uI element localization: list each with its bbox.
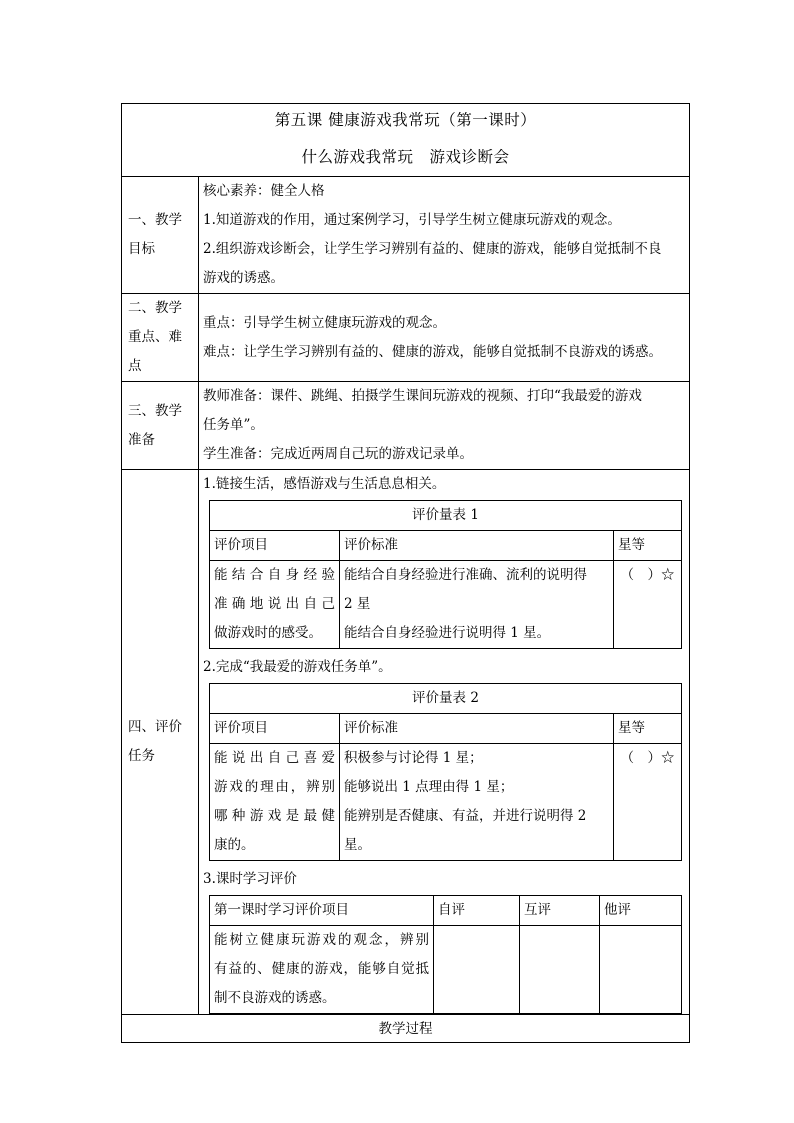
- rubric-table-1: [209, 500, 682, 649]
- rubric-1-criteria: 能结合自身经验进行准确、流利的说明得 2 星 能结合自身经验进行说明得 1 星。: [340, 561, 614, 649]
- goals-content: [199, 177, 690, 294]
- task-2: 2.完成“我最爱的游戏任务单”。: [203, 659, 392, 675]
- prep-label: 三、教学 准备: [122, 382, 199, 470]
- lesson-eval-peer-cell[interactable]: [520, 926, 600, 1014]
- rubric-2-header-item: 评价项目: [210, 714, 340, 744]
- rubric-1-stars: （ ）☆: [614, 561, 682, 649]
- key-label: 二、教学 重点、难 点: [122, 294, 199, 382]
- goal-2-cont: 游戏的诱惑。: [203, 270, 284, 286]
- lesson-eval-header-other: 他评: [600, 896, 682, 926]
- task-1: 1.链接生活，感悟游戏与生活息息相关。: [203, 476, 446, 492]
- eval-label: 四、评价 任务: [122, 470, 199, 1015]
- rubric-1-item: 能结合自身经验 准确地说出自己 做游戏时的感受。: [210, 561, 340, 649]
- lesson-eval-other-cell[interactable]: [600, 926, 682, 1014]
- prep-content: [199, 382, 690, 470]
- teacher-prep-cont: 任务单”。: [203, 417, 264, 433]
- rubric-2-caption: 评价量表 2: [210, 684, 682, 714]
- rubric-1-header-stars: 星等: [614, 531, 682, 561]
- teaching-process-header: 教学过程: [122, 1015, 690, 1043]
- lesson-plan-table: [121, 103, 690, 1043]
- rubric-table-2: [209, 683, 682, 861]
- lesson-eval-self-cell[interactable]: [434, 926, 520, 1014]
- title-cell: [122, 104, 690, 177]
- rubric-1-caption: 评价量表 1: [210, 501, 682, 531]
- rubric-2-criteria: 积极参与讨论得 1 星； 能够说出 1 点理由得 1 星； 能辨别是否健康、有益，并进行说明得 2 星。: [340, 744, 614, 861]
- difficult-point: 难点：让学生学习辨别有益的、健康的游戏，能够自觉抵制不良游戏的诱惑。: [203, 343, 662, 360]
- lesson-eval-table: [209, 895, 682, 1014]
- teacher-prep: 教师准备：课件、跳绳、拍摄学生课间玩游戏的视频、打印“我最爱的游戏: [203, 388, 642, 404]
- key-point: 重点：引导学生树立健康玩游戏的观念。: [203, 314, 446, 331]
- eval-content: [199, 470, 690, 1015]
- rubric-2-header-stars: 星等: [614, 714, 682, 744]
- goal-2: 2.组织游戏诊断会，让学生学习辨别有益的、健康的游戏，能够自觉抵制不良: [203, 241, 662, 257]
- rubric-1-header-criteria: 评价标准: [340, 531, 614, 561]
- core-literacy: 核心素养：健全人格: [203, 183, 325, 199]
- lesson-eval-header-self: 自评: [434, 896, 520, 926]
- student-prep: 学生准备：完成近两周自己玩的游戏记录单。: [203, 446, 473, 462]
- lesson-eval-header-peer: 互评: [520, 896, 600, 926]
- lesson-eval-item: 能树立健康玩游戏的观念，辨别 有益的、健康的游戏，能够自觉抵 制不良游戏的诱惑。: [210, 926, 434, 1014]
- task-3: 3.课时学习评价: [203, 871, 297, 887]
- lesson-eval-header-item: 第一课时学习评价项目: [210, 896, 434, 926]
- rubric-2-stars: （ ）☆: [614, 744, 682, 861]
- lesson-subtitle: 什么游戏我常玩 游戏诊断会: [301, 148, 510, 166]
- rubric-2-item: 能说出自己喜爱 游戏的理由，辨别 哪种游戏是最健 康的。: [210, 744, 340, 861]
- rubric-2-header-criteria: 评价标准: [340, 714, 614, 744]
- key-content: [199, 294, 690, 382]
- goals-label: 一、教学 目标: [122, 177, 199, 294]
- rubric-1-header-item: 评价项目: [210, 531, 340, 561]
- lesson-title: 第五课 健康游戏我常玩（第一课时）: [274, 111, 537, 129]
- goal-1: 1.知道游戏的作用，通过案例学习，引导学生树立健康玩游戏的观念。: [203, 212, 621, 228]
